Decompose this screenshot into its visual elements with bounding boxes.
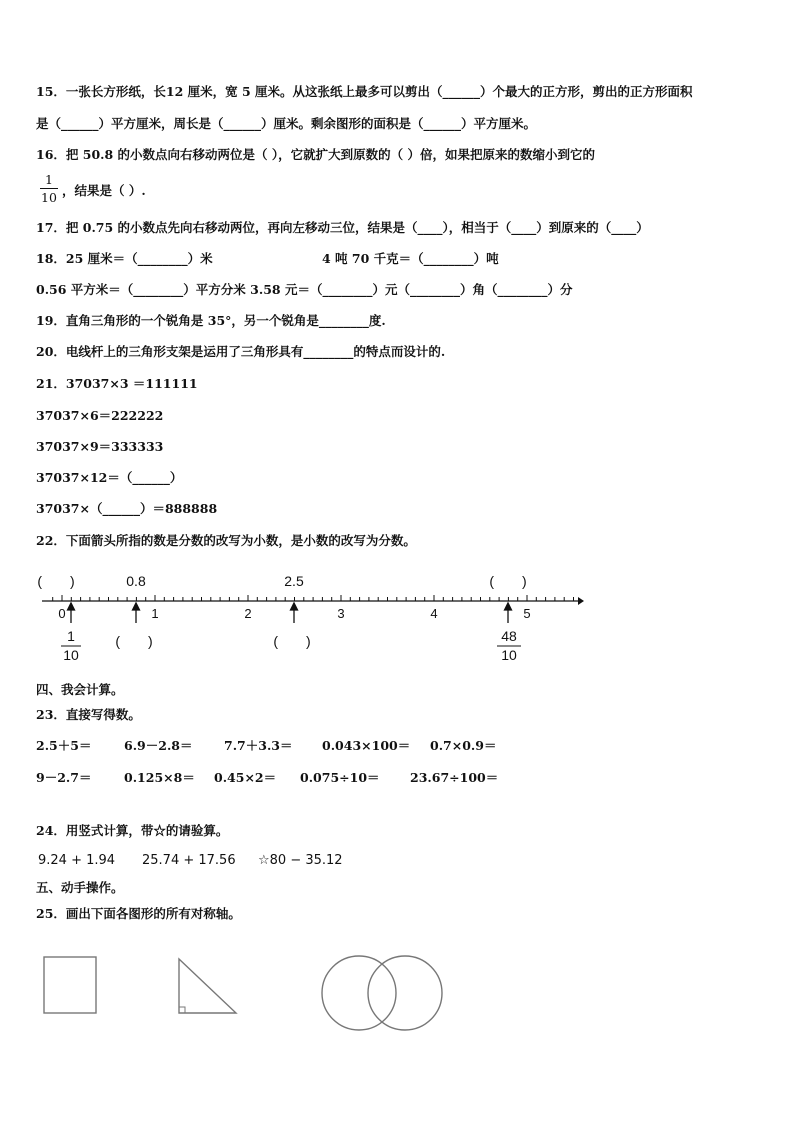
q23-row2-item4: 0.075÷10＝ bbox=[300, 770, 380, 785]
q24-item-3: ☆80 − 35.12 bbox=[258, 853, 343, 868]
q23-title: 23．直接写得数。 bbox=[36, 707, 141, 722]
section4-title: 四、我会计算。 bbox=[36, 682, 124, 697]
q16-frac-num: 1 bbox=[45, 172, 53, 187]
right-triangle-shape bbox=[179, 959, 236, 1013]
q22-arrow-4 bbox=[505, 603, 512, 623]
q24-title: 24．用竖式计算，带☆的请验算。 bbox=[36, 823, 229, 838]
q22-bottom-blank-1: ( ) bbox=[115, 633, 153, 649]
q16-frac-den: 10 bbox=[41, 190, 57, 205]
q16-fraction bbox=[40, 172, 58, 205]
q22-bottom-blank-2: ( ) bbox=[273, 633, 311, 649]
q22-tick-0: 0 bbox=[58, 606, 66, 621]
q24-item-1: 9.24 + 1.94 bbox=[38, 853, 116, 868]
q18-line1-left: 18．25 厘米＝（________）米 bbox=[36, 251, 213, 266]
q22-text: 22．下面箭头所指的数是分数的改写为小数，是小数的改写为分数。 bbox=[36, 533, 416, 548]
q22-frac2-den: 10 bbox=[501, 647, 517, 663]
q23-row2-item5: 23.67÷100＝ bbox=[410, 770, 499, 785]
q22-tick-1: 1 bbox=[151, 606, 159, 621]
q23-row1-item2: 6.9－2.8＝ bbox=[124, 738, 193, 753]
q22-frac1-den: 10 bbox=[63, 647, 79, 663]
q15-line1: 15．一张长方形纸，长12 厘米，宽 5 厘米。从这张纸上最多可以剪出（______）个最大的正方形，剪出的正方形面积 bbox=[36, 84, 693, 99]
section5-title: 五、动手操作。 bbox=[36, 880, 124, 895]
q23-row1-item4: 0.043×100＝ bbox=[322, 738, 411, 753]
q22-top-label-1: ( ) bbox=[37, 573, 75, 589]
q23-row2-item1: 9－2.7＝ bbox=[36, 770, 92, 785]
q15-line2: 是（______）平方厘米，周长是（______）厘米。剩余图形的面积是（______）平方厘米。 bbox=[36, 116, 537, 131]
q20-text: 20．电线杆上的三角形支架是运用了三角形具有________的特点而设计的. bbox=[36, 344, 446, 359]
circle-left-shape bbox=[322, 956, 396, 1030]
q22-arrow-3 bbox=[291, 603, 298, 623]
q16-line2: ，结果是（ ）. bbox=[62, 183, 146, 198]
q23-row1-item5: 0.7×0.9＝ bbox=[430, 738, 497, 753]
q22-top-label-3: 2.5 bbox=[284, 573, 304, 589]
q22-tick-5: 5 bbox=[523, 606, 531, 621]
q18-line1-right: 4 吨 70 千克＝（________）吨 bbox=[322, 251, 499, 266]
q18-line2: 0.56 平方米＝（________）平方分米 3.58 元＝（________）元（________）角（________）分 bbox=[36, 282, 573, 297]
q21-line-1: 21．37037×3 ＝111111 bbox=[36, 376, 198, 391]
q19-text: 19．直角三角形的一个锐角是 35°，另一个锐角是________度. bbox=[36, 313, 386, 328]
q21-line-5: 37037×（______）＝888888 bbox=[36, 501, 218, 516]
q22-tick-2: 2 bbox=[244, 606, 252, 621]
q22-arrow-1 bbox=[68, 603, 75, 623]
q16-line1: 16．把 50.8 的小数点向右移动两位是（ ），它就扩大到原数的（ ）倍，如果把原来的数缩小到它的 bbox=[36, 147, 595, 162]
q22-top-label-4: ( ) bbox=[489, 573, 527, 589]
q25-title: 25．画出下面各图形的所有对称轴。 bbox=[36, 906, 241, 921]
q21-line-2: 37037×6＝222222 bbox=[36, 408, 164, 423]
q23-row2-item3: 0.45×2＝ bbox=[214, 770, 277, 785]
square-shape bbox=[44, 957, 96, 1013]
q23-row2-item2: 0.125×8＝ bbox=[124, 770, 195, 785]
q21-line-4: 37037×12＝（______） bbox=[36, 470, 183, 485]
q22-top-label-2: 0.8 bbox=[126, 573, 146, 589]
q24-item-2: 25.74 + 17.56 bbox=[142, 853, 236, 868]
q22-arrow-2 bbox=[133, 603, 140, 623]
q22-frac1-num: 1 bbox=[67, 628, 75, 644]
circle-right-shape bbox=[368, 956, 442, 1030]
q22-tick-4: 4 bbox=[430, 606, 438, 621]
q25-shapes bbox=[0, 945, 794, 1055]
q22-frac2-num: 48 bbox=[501, 628, 517, 644]
q17-text: 17．把 0.75 的小数点先向右移动两位，再向左移动三位，结果是（____），相当于（____）到原来的（____） bbox=[36, 220, 649, 235]
q22-number-line bbox=[0, 565, 794, 675]
q23-row1-item1: 2.5＋5＝ bbox=[36, 738, 92, 753]
q22-tick-3: 3 bbox=[337, 606, 345, 621]
q21-line-3: 37037×9＝333333 bbox=[36, 439, 164, 454]
q23-row1-item3: 7.7＋3.3＝ bbox=[224, 738, 293, 753]
